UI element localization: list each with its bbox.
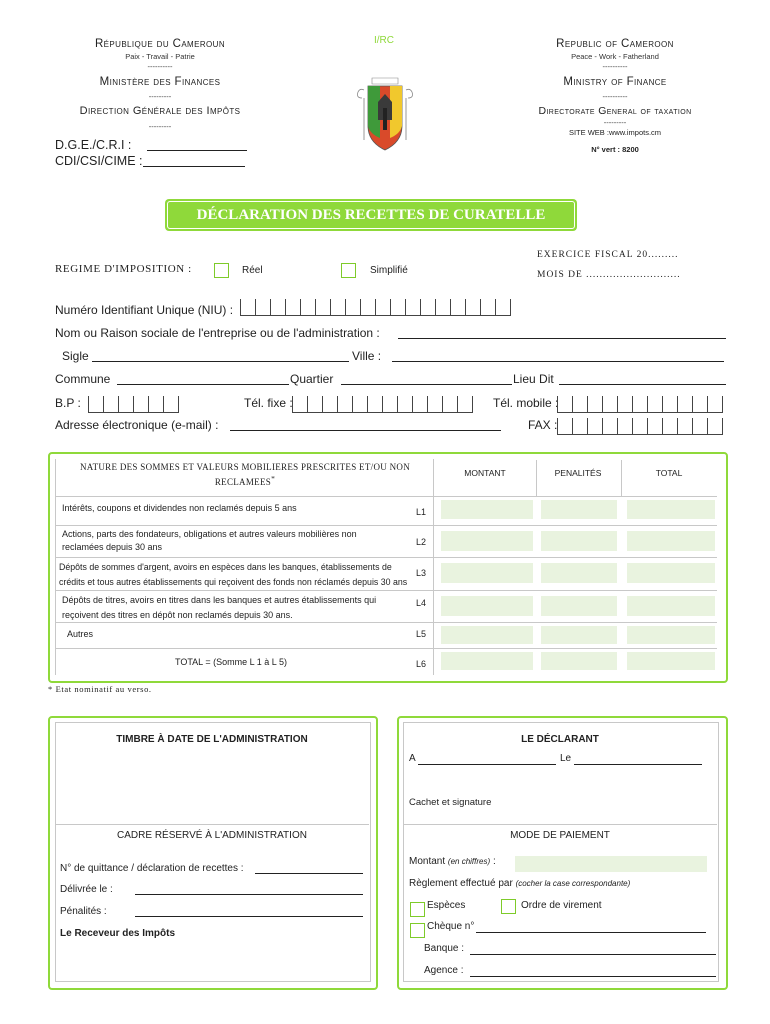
- dge-label: D.G.E./C.R.I :: [55, 138, 132, 152]
- table-row-2-code: L2: [416, 537, 427, 547]
- cdi-field[interactable]: [143, 166, 245, 167]
- divider-en-3: ---------: [603, 118, 627, 127]
- divider-fr-2: ---------: [148, 92, 172, 101]
- receveur-label: Le Receveur des Impôts: [60, 928, 176, 939]
- montant-label: Montant (en chiffres) :: [409, 856, 496, 867]
- tel-mobile-input[interactable]: [557, 396, 723, 413]
- cheque-label: Chèque n°: [427, 921, 475, 932]
- ministry-en: Ministry of Finance: [563, 76, 667, 88]
- penalites-l4[interactable]: [541, 596, 617, 616]
- col-penalites: PENALITÉS: [554, 468, 602, 478]
- cheque-checkbox[interactable]: [410, 923, 425, 938]
- lieu-dit-label: Lieu Dit: [513, 372, 554, 386]
- delivree-label: Délivrée le :: [60, 884, 113, 895]
- footnote: * Etat nominatif au verso.: [48, 684, 152, 694]
- mode-title: MODE DE PAIEMENT: [510, 830, 610, 841]
- page-title: DÉCLARATION DES RECETTES DE CURATELLE: [167, 201, 575, 229]
- title-banner: [165, 199, 577, 231]
- ministry-fr: Ministère des Finances: [99, 76, 221, 88]
- divider-en-2: ----------: [602, 92, 628, 101]
- reel-label: Réel: [242, 265, 263, 276]
- banque-field[interactable]: [470, 954, 716, 955]
- cheque-field[interactable]: [476, 932, 706, 933]
- reglement-label: Règlement effectué par (cocher la case correspondante): [409, 878, 631, 889]
- row-divider: [55, 525, 717, 526]
- table-row-5-code: L5: [416, 629, 427, 639]
- total-l5[interactable]: [627, 626, 715, 644]
- coat-of-arms-icon: [350, 68, 420, 156]
- row-divider: [55, 557, 717, 558]
- le-label: Le: [560, 753, 572, 764]
- ville-label: Ville :: [352, 349, 382, 363]
- total-l1[interactable]: [627, 500, 715, 519]
- tel-mobile-label: Tél. mobile :: [493, 396, 559, 410]
- montant-l5[interactable]: [441, 626, 533, 644]
- reel-checkbox[interactable]: [214, 263, 229, 278]
- total-l4[interactable]: [627, 596, 715, 616]
- lieu-dit-field[interactable]: [559, 384, 726, 385]
- penalites-l3[interactable]: [541, 563, 617, 583]
- tel-fixe-label: Tél. fixe :: [244, 396, 293, 410]
- especes-label: Espèces: [427, 900, 466, 911]
- table-row-3-code: L3: [416, 568, 427, 578]
- montant-l3[interactable]: [441, 563, 533, 583]
- declarant-title: LE DÉCLARANT: [521, 734, 599, 745]
- col-divider-2: [621, 460, 622, 496]
- fax-input[interactable]: [557, 418, 723, 435]
- a-field[interactable]: [418, 764, 556, 765]
- email-label: Adresse électronique (e-mail) :: [55, 418, 219, 432]
- bp-label: B.P :: [55, 396, 81, 410]
- country-en: Republic of Cameroon: [556, 38, 674, 50]
- niu-input[interactable]: [240, 299, 511, 316]
- table-row-1-text: Intérêts, coupons et dividendes non reclamés depuis 5 ans: [62, 503, 297, 513]
- especes-checkbox[interactable]: [410, 902, 425, 917]
- penalites-field[interactable]: [135, 916, 363, 917]
- bp-input[interactable]: [88, 396, 179, 413]
- form-code: I/RC: [374, 35, 394, 46]
- email-field[interactable]: [230, 430, 501, 431]
- table-row-5-text: Autres: [67, 629, 94, 639]
- table-row-1-code: L1: [416, 507, 427, 517]
- niu-label: Numéro Identifiant Unique (NIU) :: [55, 303, 234, 317]
- quartier-label: Quartier: [290, 372, 334, 386]
- cdi-label: CDI/CSI/CIME :: [55, 154, 143, 168]
- admin-inner: [55, 722, 371, 982]
- a-label: A: [409, 753, 416, 764]
- delivree-field[interactable]: [135, 894, 363, 895]
- row-divider: [55, 648, 717, 649]
- quittance-label: N° de quittance / déclaration de recettes :: [60, 863, 244, 874]
- regime-label: REGIME D'IMPOSITION :: [55, 263, 192, 275]
- admin-divider: [55, 824, 369, 825]
- montant-l4[interactable]: [441, 596, 533, 616]
- row-divider: [55, 590, 717, 591]
- table-row-4-text: Dépôts de titres, avoirs en titres dans les banques et autres établissements qui reçoivent des titres en dépôt non reclamés depuis 30 ans.: [62, 595, 377, 620]
- penalites-l1[interactable]: [541, 500, 617, 519]
- commune-field[interactable]: [117, 384, 289, 385]
- divider-en-1: ----------: [602, 62, 628, 71]
- penalites-l6[interactable]: [541, 652, 617, 670]
- cachet-label: Cachet et signature: [409, 797, 492, 808]
- quittance-field[interactable]: [255, 873, 363, 874]
- quartier-field[interactable]: [341, 384, 512, 385]
- fax-label: FAX :: [528, 418, 558, 432]
- penalites-l2[interactable]: [541, 531, 617, 551]
- penalites-l5[interactable]: [541, 626, 617, 644]
- motto-fr: Paix - Travail - Patrie: [125, 52, 195, 61]
- table-row-6-code: L6: [416, 659, 427, 669]
- country-fr: République du Cameroun: [94, 38, 226, 50]
- montant-l2[interactable]: [441, 531, 533, 551]
- total-l3[interactable]: [627, 563, 715, 583]
- green-number: N° vert : 8200: [591, 145, 639, 154]
- divider-fr-1: ----------: [147, 62, 173, 71]
- website: SITE WEB :www.impots.cm: [568, 128, 662, 137]
- timbre-title: TIMBRE À DATE DE L'ADMINISTRATION: [116, 734, 308, 745]
- nom-field[interactable]: [398, 338, 726, 339]
- table-row-4-code: L4: [416, 598, 427, 608]
- virement-checkbox[interactable]: [501, 899, 516, 914]
- exercice-fiscal[interactable]: EXERCICE FISCAL 20.........: [537, 250, 679, 260]
- direction-en: Directorate General of taxation: [538, 105, 692, 117]
- motto-en: Peace - Work - Fatherland: [571, 52, 659, 61]
- sigle-field[interactable]: [92, 361, 349, 362]
- table-row-3-text: Dépôts de sommes d'argent, avoirs en espèces dans les banques, établissements de crédits et tous autres établissements qui reçoivent des fonds non réclamés depuis 30 ans: [59, 562, 408, 587]
- direction-fr: Direction Générale des Impôts: [79, 105, 241, 117]
- virement-label: Ordre de virement: [521, 900, 602, 911]
- montant-l1[interactable]: [441, 500, 533, 519]
- simplifie-checkbox[interactable]: [341, 263, 356, 278]
- cadre-title: CADRE RÉSERVÉ À L'ADMINISTRATION: [117, 830, 307, 841]
- tel-fixe-input[interactable]: [292, 396, 473, 413]
- mois[interactable]: MOIS DE ............................: [537, 270, 681, 280]
- dge-field[interactable]: [147, 150, 247, 151]
- col-total: TOTAL: [655, 468, 683, 478]
- montant-field[interactable]: [515, 856, 707, 872]
- total-l6[interactable]: [627, 652, 715, 670]
- nom-label: Nom ou Raison sociale de l'entreprise ou de l'administration :: [55, 326, 380, 340]
- col-montant: MONTANT: [464, 468, 506, 478]
- nature-header: NATURE DES SOMMES ET VALEURS MOBILIERES PRESCRITES ET/OU NON RECLAMEES*: [79, 462, 411, 487]
- total-l2[interactable]: [627, 531, 715, 551]
- penalites-label: Pénalités :: [60, 906, 107, 917]
- le-field[interactable]: [574, 764, 702, 765]
- agence-field[interactable]: [470, 976, 716, 977]
- divider-fr-3: ---------: [148, 122, 172, 131]
- sigle-label: Sigle: [62, 349, 89, 363]
- montant-l6[interactable]: [441, 652, 533, 670]
- col-divider-1: [536, 460, 537, 496]
- agence-label: Agence :: [424, 965, 464, 976]
- declarant-divider: [403, 824, 717, 825]
- table-row-total-text: TOTAL = (Somme L 1 à L 5): [175, 657, 287, 667]
- simplifie-label: Simplifié: [370, 265, 408, 276]
- row-divider: [55, 496, 717, 497]
- banque-label: Banque :: [424, 943, 465, 954]
- commune-label: Commune: [55, 372, 111, 386]
- table-row-2-text: Actions, parts des fondateurs, obligations et autres valeurs mobilières non reclamées depuis 30 ans: [62, 529, 357, 552]
- ville-field[interactable]: [392, 361, 724, 362]
